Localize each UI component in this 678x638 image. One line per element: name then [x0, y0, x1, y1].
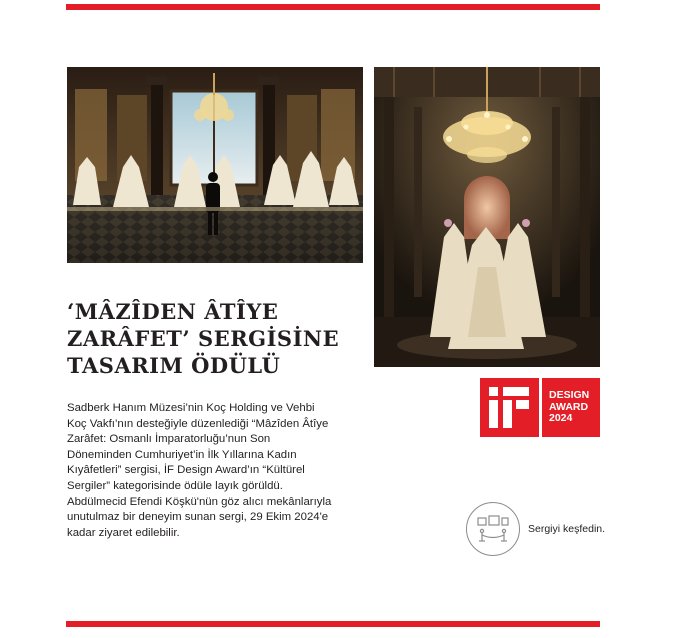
if-logo	[480, 378, 539, 437]
design-award-text	[542, 378, 600, 437]
headline-line-2: ZARÂFET’ SERGİSİNE	[67, 326, 340, 351]
bottom-red-rule	[66, 621, 600, 627]
explore-exhibition-link[interactable]	[466, 502, 605, 556]
exhibition-icon[interactable]	[466, 502, 520, 556]
article-headline	[67, 298, 367, 379]
award-line-3: 2024	[549, 412, 573, 424]
gown-display-photo	[374, 67, 600, 367]
exhibition-hall-photo	[67, 67, 363, 263]
award-line-1: DESIGN	[549, 389, 590, 401]
award-line-2: AWARD	[549, 400, 589, 413]
article-body: Sadberk Hanım Müzesi’nin Koç Holding ve Vehbi Koç Vakfı’nın desteğiyle düzenlediği “Mâzîden Âtîye Zarâfet: Osmanlı İmparatorluğu’nun Son Döneminden Cumhuriyet’in İlk Yıllarına Kadın Kıyâfetleri” sergisi, İF Design Award’ın “Kültürel Sergiler” kategorisinde ödüle layık görüldü. Abdülmecid Efendi Köşkü'nün göz alıcı mekânlarıyla unutulmaz bir deneyim sunan sergi, 29 Ekim 2024'e kadar ziyaret edilebilir.	[67, 402, 332, 539]
headline-line-3: TASARIM ÖDÜLÜ	[67, 353, 281, 378]
top-red-rule	[66, 4, 600, 10]
headline-line-1: ‘MÂZÎDEN ÂTÎYE	[67, 299, 279, 324]
explore-label[interactable]: Sergiyi keşfedin.	[528, 523, 606, 535]
if-design-award-badge	[480, 378, 600, 437]
